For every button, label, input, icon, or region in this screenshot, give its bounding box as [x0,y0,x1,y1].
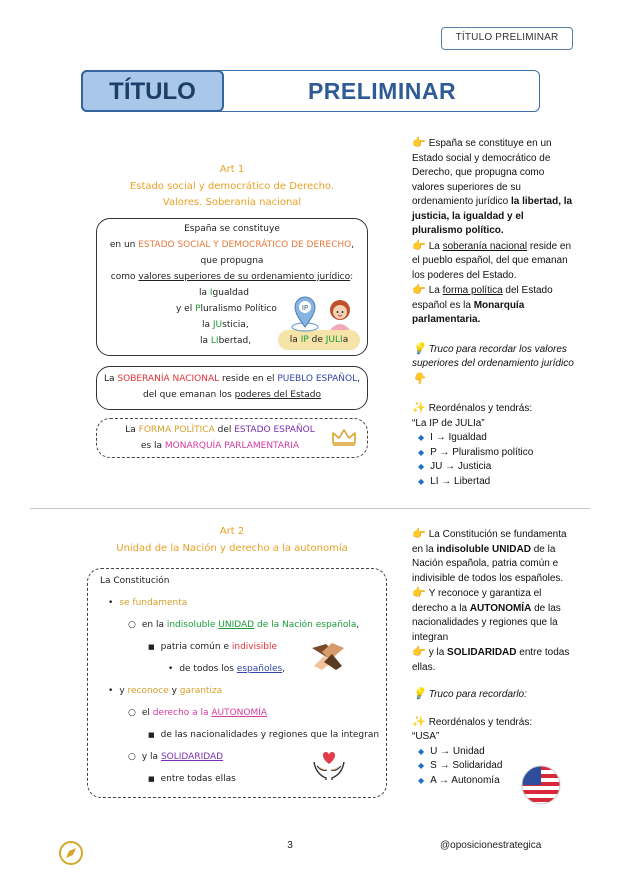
crown-icon [330,427,358,447]
forma-line-2: es la MONARQUÍA PARLAMENTARIA [140,441,300,451]
diamond-bullet-icon: ◆ [418,462,425,471]
art2-heading: Art 2 [219,526,245,537]
sparkles-icon: ✨ [412,402,426,414]
pointing-finger-icon: 👉 [412,646,426,658]
pointing-finger-icon: 👉 [412,137,426,149]
art2-reorder: ✨ Reordénalos y tendrás: [412,715,533,728]
art2-line-0: La Constitución [100,576,170,586]
value-pluralismo: y el Pluralismo Político [176,304,277,314]
art2-reorder-2: “USA” [412,731,440,742]
art2-item-2: ◆ S → Solidaridad [418,760,503,771]
usa-flag-icon [521,765,561,805]
art1-trick: 💡 Truco para recordar los valores superiores del ordenamiento jurídico 👇 [412,342,574,385]
pointing-down-icon: 👇 [412,372,426,385]
art1-line-2: en un ESTADO SOCIAL Y DEMOCRÁTICO DE DERECHO, [109,240,355,250]
art2-line-6: ○ el derecho a la AUTONOMÍA [128,708,268,718]
art1-note-1: 👉 España se constituye en un Estado social y democrático de Derecho, que propugna como valores superiores de su ordenamiento jurídico la libertad, la justicia, la igualdad y el pluralismo político. [412,137,573,236]
art2-line-8: ○ y la SOLIDARIDAD [128,752,224,762]
diamond-bullet-icon: ◆ [418,761,425,770]
art2-subheading: Unidad de la Nación y derecho a la autonomía [116,543,348,554]
art1-line-4: como valores superiores de su ordenamiento jurídico: [110,272,354,282]
art1-subheading: Estado social y democrático de Derecho. [129,181,335,192]
art1-note-2: 👉 La soberanía nacional reside en el pueblo español, del que emanan los poderes del Estado. [412,239,572,281]
lightbulb-icon: 💡 [412,688,426,700]
art1-line-1: España se constituye [184,224,280,234]
art1-subheading-2: Valores. Soberanía nacional [162,197,302,208]
art2-line-7: ■ de las nacionalidades y regiones que la integran [148,730,380,740]
heart-in-hands-icon [312,750,346,782]
art1-item-1: ◆ I → Igualdad [418,432,487,443]
soberania-line-2: del que emanan los poderes del Estado [143,390,321,400]
art2-line-3: ■ patria común e indivisible [148,642,278,652]
art2-item-1: ◆ U → Unidad [418,745,485,757]
art2-line-2: ○ en la indisoluble UNIDAD de la Nación española, [128,620,360,630]
diamond-bullet-icon: ◆ [418,433,425,442]
lightbulb-icon: 💡 [412,342,426,355]
art1-notes [412,136,577,489]
art1-item-4: ◆ LI → Libertad [418,475,491,487]
art2-item-3: ◆ A → Autonomía [418,774,500,786]
title-left: TÍTULO [81,70,224,112]
art2-notes [412,527,577,788]
soberania-line-1: La SOBERANÍA NACIONAL reside en el PUEBLO ESPAÑOL, [104,374,360,384]
art1-item-2: ◆ P → Pluralismo político [418,446,534,458]
art1-line-3: que propugna [200,256,264,266]
diamond-bullet-icon: ◆ [418,775,425,785]
value-libertad: la LIbertad, [200,336,252,346]
art2-note-2: 👉 Y reconoce y garantiza el derecho a la AUTONOMÍA de las nacionalidades y regiones que la integran [412,587,561,643]
value-igualdad: la Igualdad [199,288,249,298]
diamond-bullet-icon: ◆ [418,746,425,756]
pin-label: IP [301,304,309,312]
art1-heading: Art 1 [219,164,245,175]
girl-avatar-icon [326,298,354,330]
art2-line-5: • y reconoce y garantiza [108,686,223,696]
author-handle: @oposicionestrategica [440,840,542,851]
art1-reorder: ✨ Reordénalos y tendrás: [412,402,533,414]
diamond-bullet-icon: ◆ [418,447,425,457]
art2-trick: 💡 Truco para recordarlo: [412,688,527,700]
page-number: 3 [287,840,293,851]
art1-item-3: ◆ JU → Justicia [418,461,492,472]
value-justicia: la JUsticia, [202,320,249,330]
art2-note-3: 👉 y la SOLIDARIDAD entre todas ellas. [412,646,570,673]
art2-note-1: 👉 La Constitución se fundamenta en la indisoluble UNIDAD de la Nación española, patria común e indivisible de todos los españoles. [412,528,567,584]
pointing-finger-icon: 👉 [412,528,426,540]
pointing-finger-icon: 👉 [412,587,426,599]
diamond-bullet-icon: ◆ [418,476,425,486]
title-right: PRELIMINAR [307,78,457,104]
pointing-finger-icon: 👉 [412,239,426,252]
art1-note-3: 👉 La forma política del Estado español es la Monarquía parlamentaria. [412,284,553,325]
art2-line-1: • se fundamenta [108,598,188,608]
mnemonic-tag: la IP de JULIa [289,335,349,345]
compass-logo-icon [58,840,84,866]
art2-line-9: ■ entre todas ellas [148,774,236,784]
section-divider [30,508,590,509]
sparkles-icon: ✨ [412,715,426,728]
joined-hands-icon [308,638,348,672]
location-pin-icon [288,295,322,333]
section-badge: TÍTULO PRELIMINAR [441,27,573,50]
art2-line-4: • de todos los españoles, [168,664,286,674]
art1-reorder-2: “La IP de JULIa” [412,417,485,429]
pointing-finger-icon: 👉 [412,284,426,296]
forma-line-1: La FORMA POLÍTICA del ESTADO ESPAÑOL [125,425,315,435]
